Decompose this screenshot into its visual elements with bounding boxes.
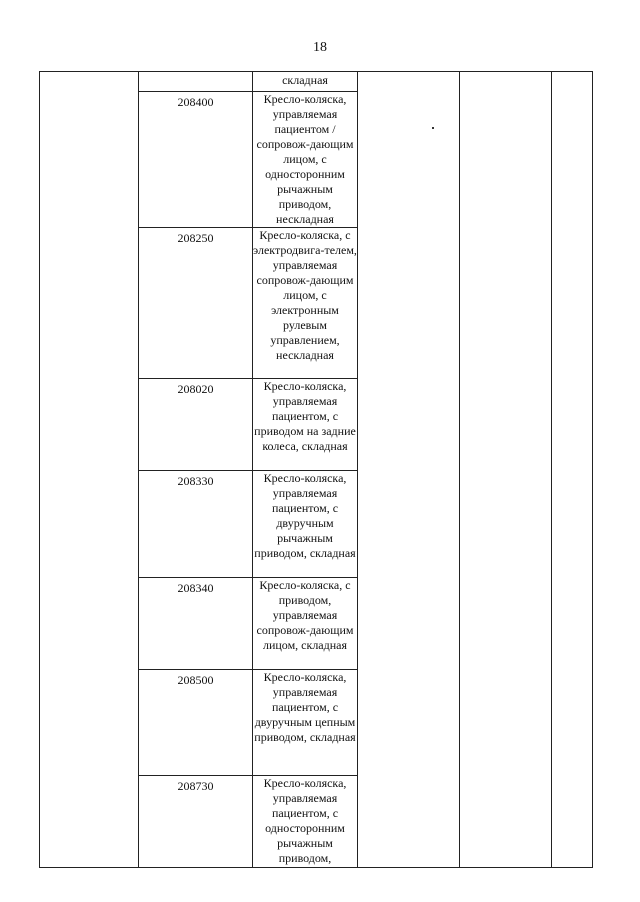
description-cell: Кресло-коляска, управляемая пациентом, с двуручным цепным приводом, складная [253,670,358,776]
code-cell: 208400 [139,92,253,228]
code-cell: 208340 [139,578,253,670]
table-row [40,72,593,92]
description-cell: Кресло-коляска, с приводом, управляемая сопровож-дающим лицом, складная [253,578,358,670]
document-table [39,71,593,868]
page-number: 18 [313,40,327,55]
code-cell: 208250 [139,228,253,379]
code-cell: 208500 [139,670,253,776]
code-cell: 208020 [139,379,253,471]
description-cell: Кресло-коляска, с электродвига-телем, управляемая сопровож-дающим лицом, с электронным рулевым управлением, нескладная [253,228,358,379]
description-cell: Кресло-коляска, управляемая пациентом, с односторонним рычажным приводом, [253,776,358,868]
description-cell: Кресло-коляска, управляемая пациентом, с приводом на задние колеса, складная [253,379,358,471]
empty-cell [358,72,460,868]
empty-cell-right [552,72,593,868]
empty-cell [460,72,552,868]
description-cell: Кресло-коляска, управляемая пациентом, с двуручным рычажным приводом, складная [253,471,358,578]
code-cell: 208330 [139,471,253,578]
description-cell: Кресло-коляска, управляемая пациентом /сопровож-дающим лицом, с односторонним рычажным приводом, нескладная [253,92,358,228]
empty-cell-left [40,72,139,868]
description-cell: складная [253,72,358,92]
code-cell [139,72,253,92]
code-cell: 208730 [139,776,253,868]
